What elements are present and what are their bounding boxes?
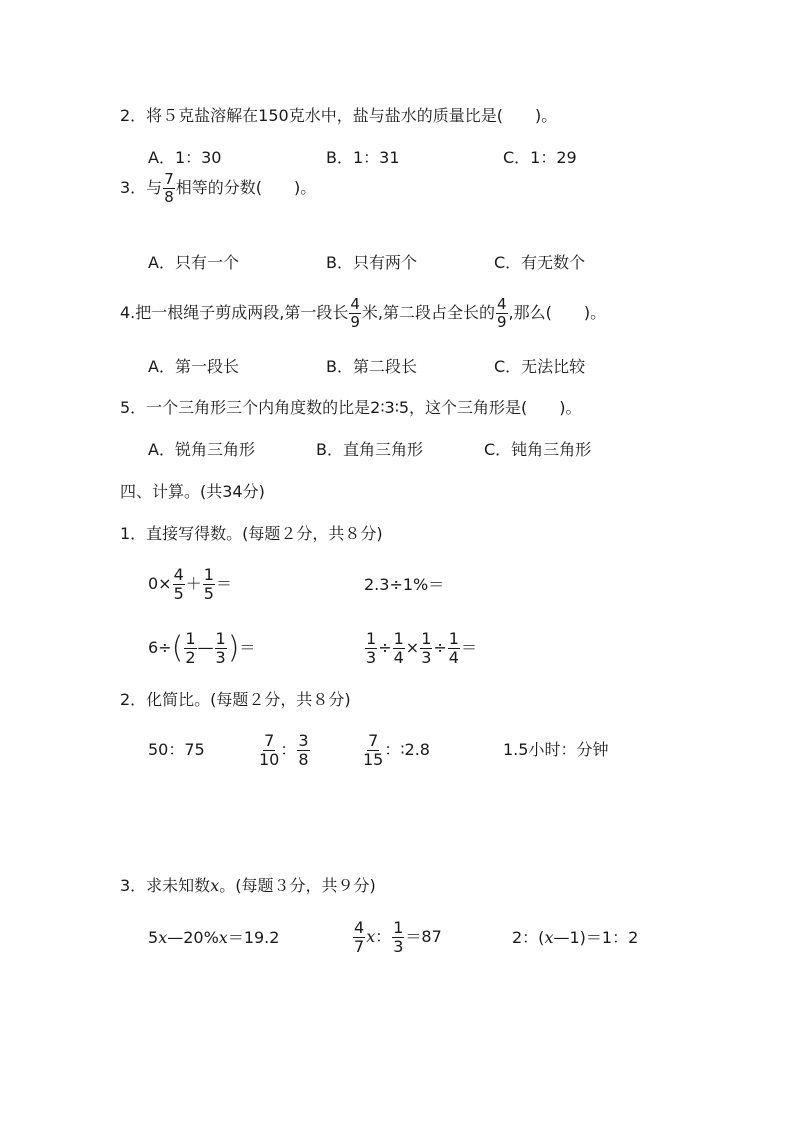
p3-e2-variable: x (366, 927, 376, 946)
q4-fraction-2 (496, 297, 508, 330)
p1-e1-fraction-2-numerator: 1 (203, 565, 214, 584)
p1-e4-fraction-1-denominator: 3 (366, 648, 377, 667)
p2-e2-fraction-2-denominator: 8 (298, 750, 309, 769)
p1-e1-fraction-2 (203, 567, 215, 602)
p1-e4-fraction-2-denominator: 4 (393, 648, 404, 667)
p2-e3-fraction-denominator: 15 (363, 750, 384, 769)
q4-fraction-1-numerator: 4 (350, 295, 360, 313)
p2-e2-separator: ： (280, 740, 297, 759)
p3-e1-variable-2: x (218, 928, 228, 947)
p2-expression-3 (362, 731, 430, 769)
p2-e2-fraction-2 (297, 733, 309, 768)
question-2-stem: 2．将５克盐溶解在150克水中，盐与盐水的质量比是( )。 (120, 106, 558, 125)
p1-e3-fraction-2-numerator: 1 (215, 629, 226, 648)
p1-e4-operator-2: × (405, 638, 420, 657)
p1-e4-fraction-4 (448, 631, 460, 666)
q4-option-c: C．无法比较 (494, 357, 586, 376)
p3-e2-fraction-2 (392, 920, 404, 955)
p3-expression-3 (512, 928, 638, 948)
part-3-title (120, 876, 376, 896)
q4-stem-suffix: ,那么( )。 (508, 303, 607, 322)
p1-e1-lead: 0× (148, 574, 172, 593)
p1-e4-fraction-1-numerator: 1 (366, 629, 377, 648)
q2-option-b: B．1：31 (326, 148, 400, 167)
p1-e4-fraction-3 (420, 631, 432, 666)
p2-expression-4: 1.5小时：分钟 (503, 740, 609, 759)
part-1-title: 1．直接写得数。(每题２分，共８分) (120, 524, 383, 543)
q4-fraction-2-numerator: 4 (497, 295, 507, 313)
q3-fraction (163, 172, 175, 205)
p3-e3-part-b: —1)＝1：2 (553, 928, 639, 947)
p1-e3-lead: 6÷ (148, 638, 172, 657)
p1-e4-operator-1: ÷ (378, 638, 392, 657)
p3-e2-separator: ： (375, 927, 392, 946)
p3-title-variable: x (210, 876, 220, 895)
p3-expression-1 (148, 928, 279, 948)
q3-option-c: C．有无数个 (494, 253, 586, 272)
p1-e4-fraction-1 (365, 631, 377, 666)
q4-stem-prefix: 4.把一根绳子剪成两段,第一段长 (120, 303, 349, 322)
p3-e2-fraction-1-denominator: 7 (354, 937, 365, 956)
q3-fraction-numerator: 7 (164, 170, 174, 188)
part-2-title: 2．化简比。(每题２分，共８分) (120, 690, 351, 709)
p3-e3-variable: x (544, 928, 554, 947)
q5-option-b: B．直角三角形 (316, 440, 423, 459)
p2-e3-fraction (363, 733, 383, 768)
question-5-stem: 5．一个三角形三个内角度数的比是2∶3∶5，这个三角形是( )。 (120, 398, 582, 417)
q4-fraction-2-denominator: 9 (497, 313, 507, 331)
p2-e2-fraction-1-denominator: 10 (259, 750, 280, 769)
q4-stem-middle: 米,第二段占全长的 (361, 303, 495, 322)
p1-expression-2: 2.3÷1%＝ (364, 575, 445, 594)
p1-e1-fraction-1-denominator: 5 (173, 584, 184, 603)
p1-e3-fraction-1-denominator: 2 (185, 648, 196, 667)
q5-option-c: C．钝角三角形 (484, 440, 592, 459)
p3-expression-2 (352, 918, 442, 956)
p1-e3-equals: ＝ (239, 638, 256, 657)
p3-title-suffix: 。(每题３分，共９分) (219, 876, 376, 895)
p1-e3-fraction-1-numerator: 1 (185, 629, 196, 648)
p3-e2-result: ＝87 (405, 927, 442, 946)
q3-option-b: B．只有两个 (326, 253, 417, 272)
p3-e2-fraction-1-numerator: 4 (354, 918, 365, 937)
p1-e4-fraction-4-denominator: 4 (448, 648, 459, 667)
question-3-stem (120, 170, 316, 206)
p1-e4-fraction-3-numerator: 1 (421, 629, 432, 648)
p3-e2-fraction-1 (353, 920, 365, 955)
p3-e1-variable-1: x (158, 928, 168, 947)
p1-e4-fraction-3-denominator: 3 (421, 648, 432, 667)
p2-e3-separator: ： (384, 740, 401, 759)
p1-e1-operator: ＋ (185, 574, 202, 593)
q4-fraction-1-denominator: 9 (350, 313, 360, 331)
q4-option-a: A．第一段长 (148, 357, 239, 376)
p2-e3-fraction-numerator: 7 (368, 731, 379, 750)
p1-e1-fraction-1 (173, 567, 185, 602)
p1-e3-fraction-2 (215, 631, 227, 666)
p2-expression-2 (258, 731, 311, 769)
q3-stem-suffix: 相等的分数( )。 (175, 178, 317, 197)
p1-e1-fraction-2-denominator: 5 (203, 584, 214, 603)
section-4-heading: 四、计算。(共34分) (120, 482, 265, 501)
p2-e3-rest: ∶2.8 (400, 740, 430, 759)
p3-e2-fraction-2-numerator: 1 (393, 918, 404, 937)
left-parenthesis: ( (171, 630, 184, 666)
q4-fraction-1 (349, 297, 361, 330)
p2-expression-1: 50：75 (148, 740, 205, 759)
p1-e3-fraction-2-denominator: 3 (215, 648, 226, 667)
p3-e1-part-c: ＝19.2 (227, 928, 280, 947)
p1-e4-fraction-4-numerator: 1 (448, 629, 459, 648)
q2-option-a: A．1：30 (148, 148, 222, 167)
p1-e1-equals: ＝ (215, 574, 232, 593)
p3-e1-part-a: 5 (148, 928, 159, 947)
q3-option-a: A．只有一个 (148, 253, 239, 272)
p1-e3-fraction-1 (184, 631, 196, 666)
p1-e4-equals: ＝ (460, 638, 477, 657)
p1-expression-1 (148, 566, 232, 602)
p3-e3-part-a: 2：( (512, 928, 545, 947)
question-4-stem (120, 295, 606, 331)
p1-e1-fraction-1-numerator: 4 (173, 565, 184, 584)
q3-fraction-denominator: 8 (164, 188, 174, 206)
p2-e2-fraction-1-numerator: 7 (264, 731, 275, 750)
right-parenthesis: ) (227, 630, 240, 666)
p1-expression-4 (364, 630, 477, 666)
p2-e2-fraction-1 (259, 733, 279, 768)
p3-title-prefix: 3．求未知数 (120, 876, 211, 895)
p3-e2-fraction-2-denominator: 3 (393, 937, 404, 956)
p1-e4-fraction-2-numerator: 1 (393, 629, 404, 648)
q5-option-a: A．锐角三角形 (148, 440, 255, 459)
p1-e3-operator: — (197, 638, 214, 657)
q4-option-b: B．第二段长 (326, 357, 417, 376)
p1-expression-3 (148, 628, 255, 668)
q2-option-c: C．1：29 (503, 148, 577, 167)
p1-e4-fraction-2 (393, 631, 405, 666)
q3-stem-prefix: 3．与 (120, 178, 163, 197)
p2-e2-fraction-2-numerator: 3 (298, 731, 309, 750)
p3-e1-part-b: —20% (167, 928, 219, 947)
p1-e4-operator-3: ÷ (433, 638, 447, 657)
